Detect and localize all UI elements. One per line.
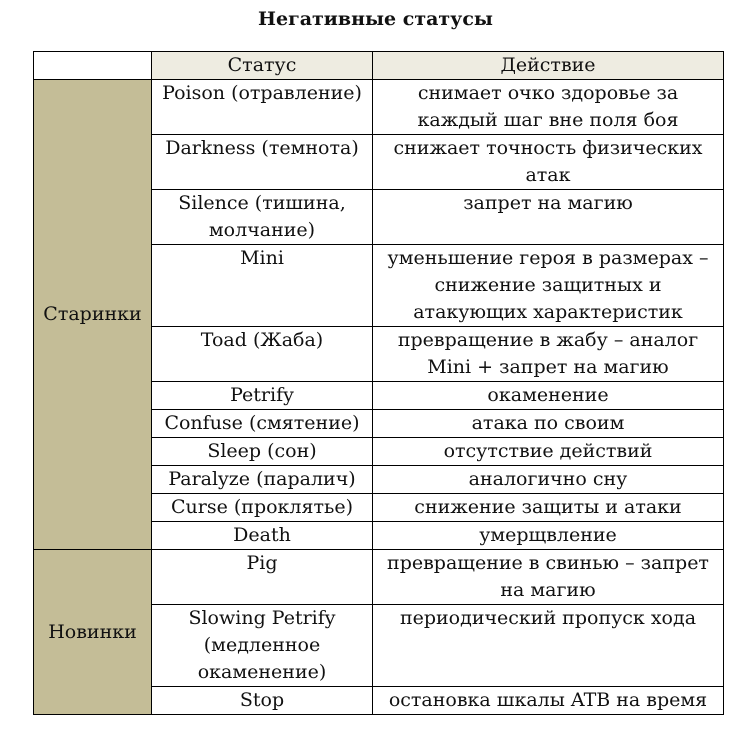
action-cell: периодический пропуск хода xyxy=(373,605,724,687)
table-row xyxy=(34,550,724,605)
action-cell: остановка шкалы ATB на время xyxy=(373,687,724,715)
status-cell: Confuse (смятение) xyxy=(152,410,373,438)
negative-statuses-table xyxy=(33,51,724,715)
action-cell: умерщвление xyxy=(373,522,724,550)
header-corner-cell xyxy=(34,52,152,80)
action-cell: уменьшение героя в размерах – снижение защитных и атакующих характеристик xyxy=(373,245,724,327)
status-cell: Paralyze (паралич) xyxy=(152,466,373,494)
action-cell: превращение в свинью – запрет на магию xyxy=(373,550,724,605)
action-cell: окаменение xyxy=(373,382,724,410)
action-cell: аналогично сну xyxy=(373,466,724,494)
action-cell: снижает точность физических атак xyxy=(373,135,724,190)
action-cell: снижение защиты и атаки xyxy=(373,494,724,522)
status-cell: Darkness (темнота) xyxy=(152,135,373,190)
action-cell: запрет на магию xyxy=(373,190,724,245)
status-cell: Stop xyxy=(152,687,373,715)
action-cell: отсутствие действий xyxy=(373,438,724,466)
status-cell: Silence (тишина, молчание) xyxy=(152,190,373,245)
status-cell: Petrify xyxy=(152,382,373,410)
status-cell: Toad (Жаба) xyxy=(152,327,373,382)
status-cell: Poison (отравление) xyxy=(152,80,373,135)
status-cell: Pig xyxy=(152,550,373,605)
group-label-old: Старинки xyxy=(34,80,152,550)
status-cell: Slowing Petrify (медленное окаменение) xyxy=(152,605,373,687)
action-cell: снимает очко здоровье за каждый шаг вне поля боя xyxy=(373,80,724,135)
document-title: Негативные статусы xyxy=(258,8,493,30)
action-cell: превращение в жабу – аналог Mini + запрет на магию xyxy=(373,327,724,382)
status-cell: Death xyxy=(152,522,373,550)
status-cell: Mini xyxy=(152,245,373,327)
header-row xyxy=(34,52,724,80)
header-status: Статус xyxy=(152,52,373,80)
status-cell: Sleep (сон) xyxy=(152,438,373,466)
table-row xyxy=(34,80,724,135)
status-cell: Curse (проклятье) xyxy=(152,494,373,522)
header-action: Действие xyxy=(373,52,724,80)
group-label-new: Новинки xyxy=(34,550,152,715)
action-cell: атака по своим xyxy=(373,410,724,438)
